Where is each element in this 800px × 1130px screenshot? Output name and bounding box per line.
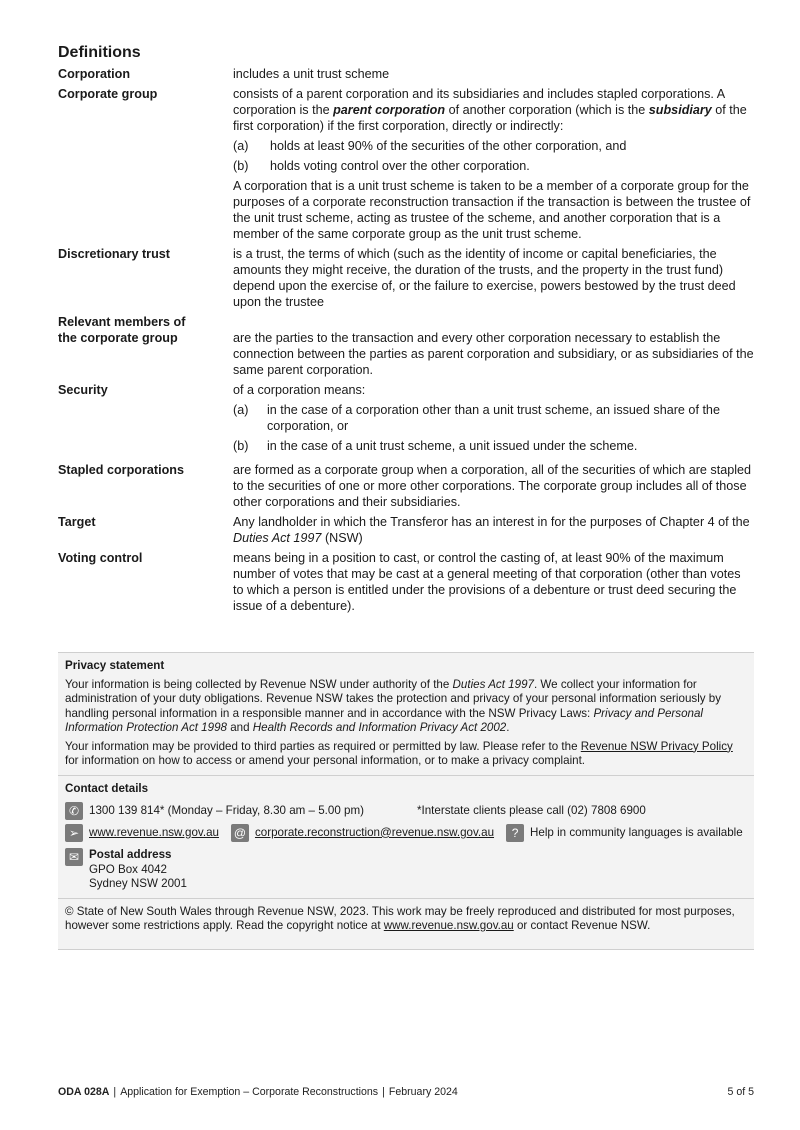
postal-title: Postal address [89, 848, 172, 861]
term: Discretionary trust [58, 247, 170, 261]
privacy-statement [58, 653, 754, 776]
postal-line: GPO Box 4042 [89, 862, 167, 876]
definition-discretionary-trust [58, 246, 754, 310]
email-link[interactable]: corporate.reconstruction@revenue.nsw.gov.au [254, 825, 495, 839]
term: Corporate group [58, 87, 158, 101]
form-date: February 2024 [388, 1086, 458, 1098]
list-item: (a) holds at least 90% of the securities of the other corporation, and [233, 139, 627, 153]
definition-text: of a corporation means: [233, 383, 366, 397]
copyright-link[interactable]: www.revenue.nsw.gov.au [383, 919, 514, 932]
definition-relevant-members [58, 314, 754, 378]
definition-text: Any landholder in which the Transferor has an interest in for the purposes of Chapter 4 of the Duties Act 1997 (NSW) [233, 515, 750, 545]
term: Target [58, 515, 96, 529]
definition-paragraph: A corporation that is a unit trust scheme is taken to be a member of a corporate group for the purposes of a corporate reconstruction transaction if the transaction is between the trustee of the unit trust scheme, acting as trustee of the scheme, and another corporation that is a member of the same corporate group as the unit trust scheme. [233, 179, 751, 241]
list-item: (b) in the case of a unit trust scheme, a unit issued under the scheme. [233, 439, 638, 453]
website-link[interactable]: www.revenue.nsw.gov.au [89, 825, 219, 839]
definition-stapled-corporations [58, 462, 754, 510]
form-code: ODA 028A [58, 1086, 110, 1098]
privacy-paragraph: Your information is being collected by Revenue NSW under authority of the Duties Act 1997. We collect your information for administration of your duty obligations. Revenue NSW takes the protection and privacy of your personal information seriously by handling personal information in a responsible manner and in accordance with the NSW Privacy Laws: Privacy and Personal Information Protection Act 1998 and Health Records and Information Privacy Act 2002. [65, 677, 722, 734]
copyright-notice: © State of New South Wales through Revenue NSW, 2023. This work may be freely reproduced and distributed for most purposes, however some restrictions apply. Read the copyright notice at www.revenue.nsw.gov.au or contact Revenue NSW. [65, 904, 735, 932]
mouse-icon: ➢ [65, 824, 83, 842]
definition-corporate-group [58, 86, 754, 242]
definitions-section [58, 40, 754, 618]
phone-icon: ✆ [65, 802, 83, 820]
at-icon: @ [231, 824, 249, 842]
privacy-title: Privacy statement [65, 659, 165, 672]
term: Relevant members of the corporate group [58, 315, 186, 345]
definition-text: is a trust, the terms of which (such as the identity of income or capital beneficiaries, the amounts they might receive, the duration of the trusts, and the property in the trust fund) depend upon the exercise of, or the failure to exercise, powers bestowed by the trust deed upon the trustee [233, 247, 736, 309]
contact-details [58, 776, 754, 899]
definition-text: means being in a position to cast, or control the casting of, at least 90% of the maximum number of votes that may be cast at a general meeting of that corporation (other than votes to which a person is entitled under the provisions of a debenture or trust deed securing the issue of a debenture). [233, 551, 741, 613]
privacy-paragraph: Your information may be provided to third parties as required or permitted by law. Please refer to the Revenue NSW Privacy Policy for information on how to access or amend your personal information, or to make a privacy complaint. [65, 739, 733, 767]
form-title: Application for Exemption – Corporate Reconstructions [120, 1086, 379, 1098]
definition-security [58, 382, 754, 458]
info-panel [58, 652, 754, 950]
definition-corporation [58, 66, 754, 82]
definition-text: includes a unit trust scheme [233, 67, 390, 81]
term: Corporation [58, 67, 131, 81]
term: Security [58, 383, 108, 397]
postal-address [65, 848, 747, 892]
question-icon: ? [506, 824, 524, 842]
definition-text: are the parties to the transaction and every other corporation necessary to establish the connection between the parties as parent corporation and subsidiary, or as subsidiaries of the same parent corporation. [233, 331, 754, 377]
term: Stapled corporations [58, 463, 184, 477]
page-footer: ODA 028A | Application for Exemption – Corporate Reconstructions | February 2024 5 of 5 [58, 1086, 754, 1098]
contact-title: Contact details [65, 781, 149, 795]
page-number: 5 of 5 [727, 1086, 754, 1098]
postal-line: Sydney NSW 2001 [89, 877, 187, 890]
interstate-note: *Interstate clients please call (02) 7808 6900 [417, 803, 646, 817]
definition-target [58, 514, 754, 546]
definition-voting-control [58, 550, 754, 614]
term: Voting control [58, 551, 143, 565]
definition-text: are formed as a corporate group when a corporation, all of the securities of which are stapled to the securities of one or more other corporations. The corporate group includes all of those other corporations and their subsidiaries. [233, 463, 752, 509]
list-item: (b) holds voting control over the other corporation. [233, 159, 530, 173]
phone-number: 1300 139 814* (Monday – Friday, 8.30 am – 5.00 pm) [89, 803, 364, 817]
list-item: (a) in the case of a corporation other than a unit trust scheme, an issued share of the corporation, or [233, 403, 720, 433]
definitions-title: Definitions [58, 44, 141, 61]
help-text: Help in community languages is available [530, 825, 743, 839]
envelope-icon: ✉ [65, 848, 83, 866]
definition-text: consists of a parent corporation and its subsidiaries and includes stapled corporations. A corporation is the parent corporation of another corporation (which is the subsidiary of the first corporation) if the first corporation, directly or indirectly: [233, 87, 747, 133]
privacy-policy-link[interactable]: Revenue NSW Privacy Policy [580, 739, 733, 753]
